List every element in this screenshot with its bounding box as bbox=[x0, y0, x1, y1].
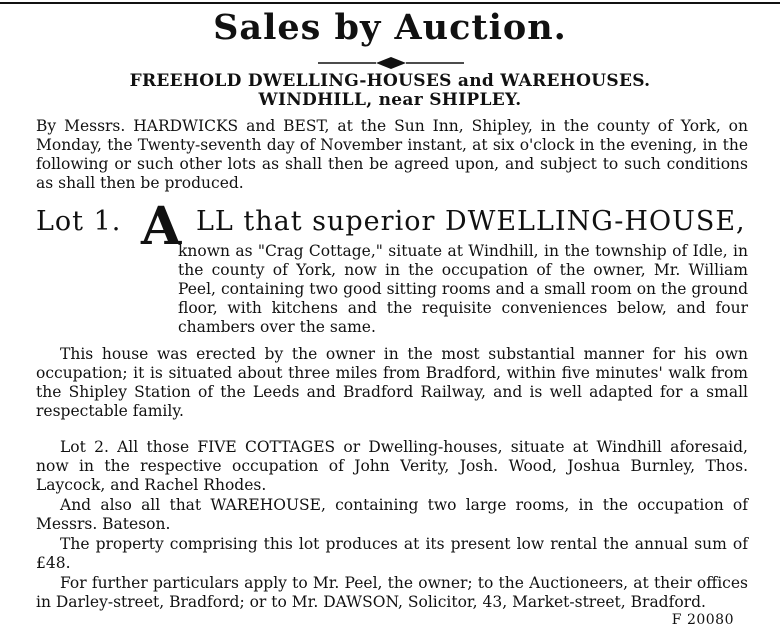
notice-location: WINDHILL, near SHIPLEY. bbox=[258, 90, 522, 110]
lot1-paragraph bbox=[36, 196, 748, 337]
warehouse-paragraph: And also all that WAREHOUSE, containing two large rooms, in the occupation of Messrs. Bateson. bbox=[36, 496, 748, 533]
ornament-divider bbox=[316, 56, 466, 70]
intro-paragraph: By Messrs. HARDWICKS and BEST, at the Sun Inn, Shipley, in the county of York, on Monday, the Twenty-seventh day of November instant, at six o'clock in the evening, in the following or such other lots as shall then be agreed upon, and subject to such conditions as shall then be produced. bbox=[36, 117, 748, 192]
lot2-paragraph: Lot 2. All those FIVE COTTAGES or Dwelling-houses, situate at Windhill aforesaid, now in the respective occupation of John Verity, Josh. Wood, Joshua Burnley, Thos. Laycock, and Rachel Rhodes. bbox=[36, 438, 748, 494]
top-rule bbox=[0, 2, 780, 4]
house-description: This house was erected by the owner in the most substantial manner for his own occupation; it is situated about three miles from Bradford, within five minutes' walk from the Shipley Station of the Leeds and Bradford Railway, and is well adapted for a small respectable family. bbox=[36, 345, 748, 420]
lot1-body: known as "Crag Cottage," situate at Windhill, in the township of Idle, in the county of York, now in the occupation of the owner, Mr. William Peel, containing two good sitting rooms and a small room on the ground floor, with kitchens and the requisite conveniences below, and four chambers over the same. bbox=[178, 242, 748, 336]
lot1-lead: LL that superior DWELLING-HOUSE, bbox=[195, 206, 746, 237]
particulars-paragraph: For further particulars apply to Mr. Peel, the owner; to the Auctioneers, at their offices in Darley-street, Bradford; or to Mr. DAWSON, Solicitor, 43, Market-street, Bradford. bbox=[36, 574, 748, 611]
drop-cap: A bbox=[140, 196, 183, 257]
lot1-prefix: Lot 1. bbox=[36, 206, 122, 237]
notice-title: FREEHOLD DWELLING-HOUSES and WAREHOUSES. bbox=[129, 71, 651, 91]
rental-paragraph: The property comprising this lot produces at its present low rental the annual sum of £48. bbox=[36, 535, 748, 572]
section-heading: Sales by Auction. bbox=[213, 7, 567, 48]
reference-code: F 20080 bbox=[671, 612, 734, 628]
